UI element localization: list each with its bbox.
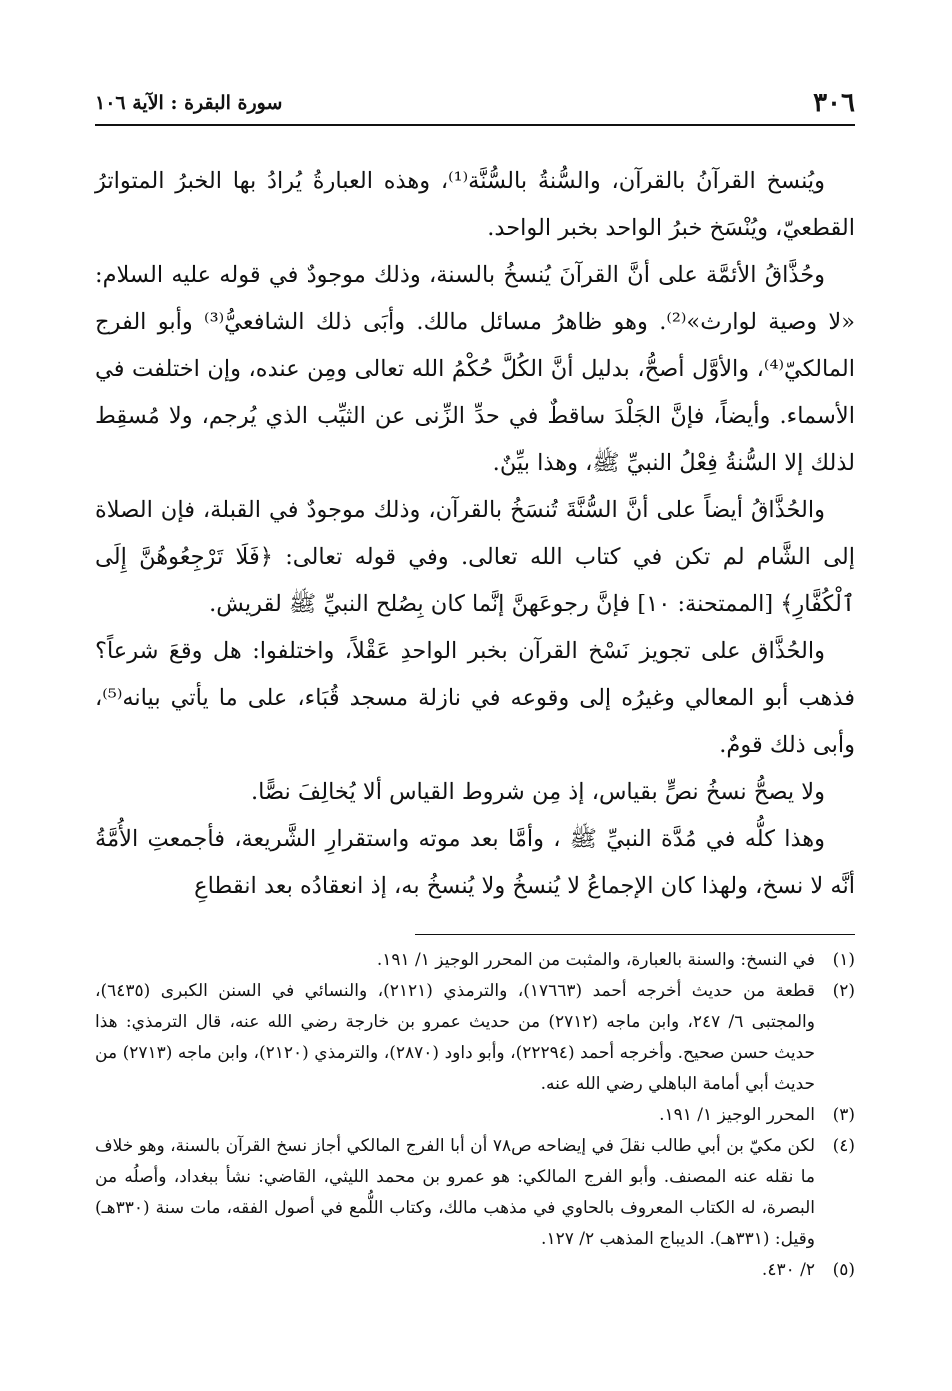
footnote-number: (٢)	[832, 981, 855, 1001]
paragraph: والحُذَّاق على تجويز نَسْخ القرآن بخبر الواحدِ عَقْلاً، واختلفوا: هل وقعَ شرعاً؟ فذهب أبو المعالي وغيرُه إلى وقوعه في نازلة مسجد قُبَاء، على ما يأتي بيانه⁽⁵⁾، وأبى ذلك قومٌ.	[95, 638, 855, 758]
footnotes	[95, 945, 855, 1286]
paragraph: وهذا كلُّه في مُدَّة النبيِّ ﷺ ، وأمَّا بعد موته واستقرارِ الشَّريعة، فأجمعتِ الأُمَّةُ أنَّه لا نسخ، ولهذا كان الإجماعُ لا يُنسخُ ولا يُنسخُ به، إذ انعقادُه بعد انقطاعِ	[95, 826, 855, 899]
footnote	[95, 1255, 855, 1286]
footnote-text: في النسخ: والسنة بالعبارة، والمثبت من المحرر الوجيز ١/ ١٩١.	[376, 950, 815, 970]
footnote-number: (٥)	[832, 1260, 855, 1280]
paragraph: وحُذَّاقُ الأئمَّة على أنَّ القرآنَ يُنسخُ بالسنة، وذلك موجودٌ في قوله عليه السلام: «لا وصية لوارث»⁽²⁾. وهو ظاهرُ مسائل مالك. وأبَى ذلك الشافعيُّ⁽³⁾ وأبو الفرج المالكيّ⁽⁴⁾، والأوَّل أصحُّ، بدليل أنَّ الكُلَّ حُكْمُ الله تعالى ومِن عنده، وإن اختلفت في الأسماء. وأيضاً، فإنَّ الجَلْدَ ساقطٌ في حدِّ الزِّنى عن الثيِّب الذي يُرجم، ولا مُسقِط لذلك إلا السُّنةُ فِعْلُ النبيِّ ﷺ، وهذا بيِّنٌ.	[95, 262, 856, 476]
footnote	[95, 1131, 855, 1255]
paragraph: ولا يصحُّ نسخُ نصٍّ بقياس، إذ مِن شروط القياس ألا يُخالِفَ نصًّا.	[250, 779, 825, 805]
footnote	[95, 1100, 855, 1131]
main-text	[95, 158, 855, 910]
footnote-text: لكن مكيّ بن أبي طالب نقلَ في إيضاحه ص٧٨ أن أبا الفرج المالكي أجاز نسخ القرآن بالسنة، وهو خلاف ما نقله عنه المصنف. وأبو الفرج المالكي: هو عمرو بن محمد الليثي، القاضي: نشأ ببغداد، وأصلُه من البصرة، له الكتاب المعروف بالحاوي في مذهب مالك، وكتاب اللُّمع في أصول الفقه، مات سنة (٣٣٠هـ) وقيل: (٣٣١هـ). الديباج المذهب ٢/ ١٢٧.	[95, 1136, 815, 1249]
footnote-text: المحرر الوجيز ١/ ١٩١.	[659, 1105, 815, 1125]
footnote-text: قطعة من حديث أخرجه أحمد (١٧٦٦٣)، والترمذي (٢١٢١)، والنسائي في السنن الكبرى (٦٤٣٥)، والمجتبى ٦/ ٢٤٧، وابن ماجه (٢٧١٢) من حديث عمرو بن خارجة رضي الله عنه، قال الترمذي: هذا حديث حسن صحيح. وأخرجه أحمد (٢٢٢٩٤)، وأبو داود (٢٨٧٠)، والترمذي (٢١٢٠)، وابن ماجه (٢٧١٣) من حديث أبي أمامة الباهلي رضي الله عنه.	[95, 981, 816, 1094]
footnote-divider	[415, 934, 855, 935]
footnote-text: ٢/ ٤٣٠.	[761, 1260, 815, 1280]
running-title: سورة البقرة : الآية ١٠٦	[95, 92, 283, 114]
footnote	[95, 976, 855, 1100]
paragraph: والحُذَّاقُ أيضاً على أنَّ السُّنَّةَ تُنسَخُ بالقرآن، وذلك موجودٌ في القبلة، فإن الصلاة إلى الشَّام لم تكن في كتاب الله تعالى. وفي قوله تعالى: ﴿فَلَا تَرْجِعُوهُنَّ إِلَى ٱلْكُفَّارِ﴾ [الممتحنة: ١٠] فإنَّ رجوعَهنَّ إنَّما كان بِصُلح النبيِّ ﷺ لقريش.	[95, 497, 855, 617]
page-header	[95, 84, 855, 126]
footnote-number: (٣)	[832, 1105, 855, 1125]
paragraph: ويُنسخ القرآنُ بالقرآن، والسُّنةُ بالسُّنَّة⁽¹⁾، وهذه العبارةُ يُرادُ بها الخبرُ المتواترُ القطعيّ، ويُنْسَخ خبرُ الواحد بخبر الواحد.	[95, 168, 855, 241]
footnote-number: (١)	[832, 950, 855, 970]
footnote-number: (٤)	[832, 1136, 855, 1156]
page-number: ٣٠٦	[813, 88, 855, 118]
footnote	[95, 945, 855, 976]
